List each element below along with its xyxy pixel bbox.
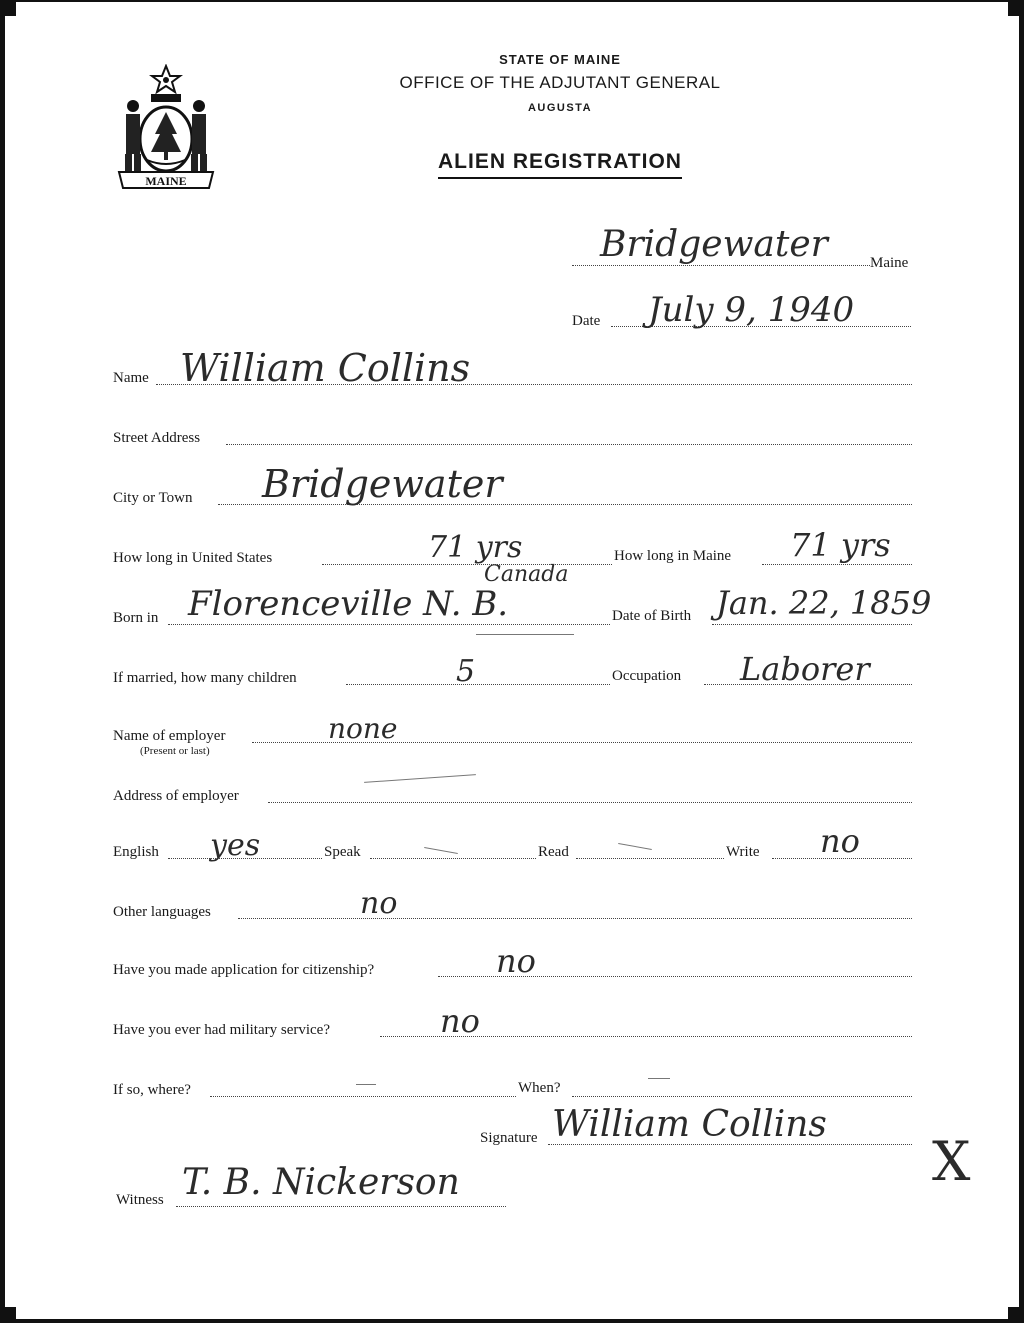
where-label: If so, where? [113, 1082, 191, 1098]
born-country-value: Canada [484, 562, 569, 587]
read-label: Read [538, 844, 569, 860]
where-line [210, 1096, 516, 1097]
dash-mark [356, 1084, 376, 1085]
dob-line [712, 624, 912, 625]
underline-mark [476, 634, 574, 635]
corner-mark [1008, 1307, 1024, 1323]
employer-note: (Present or last) [140, 745, 210, 757]
dob-label: Date of Birth [612, 608, 692, 624]
when-line [572, 1096, 912, 1097]
dash-mark [648, 1078, 670, 1079]
witness-label: Witness [116, 1192, 164, 1208]
town-value: Bridgewater [600, 224, 828, 265]
employer-address-line [268, 802, 912, 803]
maine-seal-icon [113, 64, 219, 190]
born-in-value: Florenceville N. B. [188, 584, 509, 624]
how-long-maine-label: How long in Maine [614, 548, 732, 564]
corner-mark [0, 0, 16, 16]
city-heading: AUGUSTA [527, 102, 593, 114]
town-line [572, 265, 870, 266]
how-long-maine-line [762, 564, 912, 565]
citizenship-label: Have you made application for citizenship? [113, 962, 375, 978]
children-line [346, 684, 610, 685]
speak-line [370, 858, 536, 859]
date-value: July 9, 1940 [648, 290, 855, 330]
military-value: no [440, 1002, 480, 1040]
corner-mark [1008, 0, 1024, 16]
dob-value: Jan. 22, 1859 [716, 584, 932, 622]
office-heading: OFFICE OF THE ADJUTANT GENERAL [399, 73, 721, 92]
signature-label: Signature [480, 1130, 538, 1146]
signature-mark: X [932, 1130, 971, 1193]
seal-label: MAINE [145, 174, 187, 188]
speak-label: Speak [324, 844, 361, 860]
signature-value: William Collins [552, 1104, 827, 1145]
read-line [576, 858, 724, 859]
city-label: City or Town [113, 490, 193, 506]
born-in-label: Born in [113, 610, 159, 626]
city-value: Bridgewater [262, 462, 503, 506]
witness-value: T. B. Nickerson [182, 1162, 460, 1203]
how-long-us-label: How long in United States [113, 550, 273, 566]
other-languages-value: no [360, 886, 398, 921]
form-title-text: ALIEN REGISTRATION [438, 150, 682, 179]
children-label: If married, how many children [113, 670, 297, 686]
english-label: English [113, 844, 159, 860]
witness-line [176, 1206, 506, 1207]
occupation-label: Occupation [612, 668, 682, 684]
military-label: Have you ever had military service? [113, 1022, 330, 1038]
other-languages-line [238, 918, 912, 919]
write-label: Write [726, 844, 760, 860]
when-label: When? [518, 1080, 561, 1096]
citizenship-value: no [496, 942, 536, 980]
corner-mark [0, 1307, 16, 1323]
state-heading: STATE OF MAINE [499, 52, 621, 67]
form-title [300, 150, 820, 174]
how-long-us-value: 71 yrs [428, 530, 523, 565]
employer-label: Name of employer [113, 728, 226, 744]
name-label: Name [113, 370, 149, 386]
how-long-maine-value: 71 yrs [790, 526, 891, 564]
born-in-line [168, 624, 610, 625]
employer-value: none [328, 712, 398, 745]
other-languages-label: Other languages [113, 904, 211, 920]
english-value: yes [210, 828, 261, 863]
maine-label: Maine [870, 255, 909, 271]
occupation-value: Laborer [740, 650, 870, 688]
employer-address-label: Address of employer [113, 788, 239, 804]
write-value: no [820, 822, 860, 860]
date-label: Date [572, 313, 601, 329]
name-value: William Collins [180, 346, 471, 390]
street-label: Street Address [113, 430, 201, 446]
street-line [226, 444, 912, 445]
children-value: 5 [456, 654, 476, 689]
